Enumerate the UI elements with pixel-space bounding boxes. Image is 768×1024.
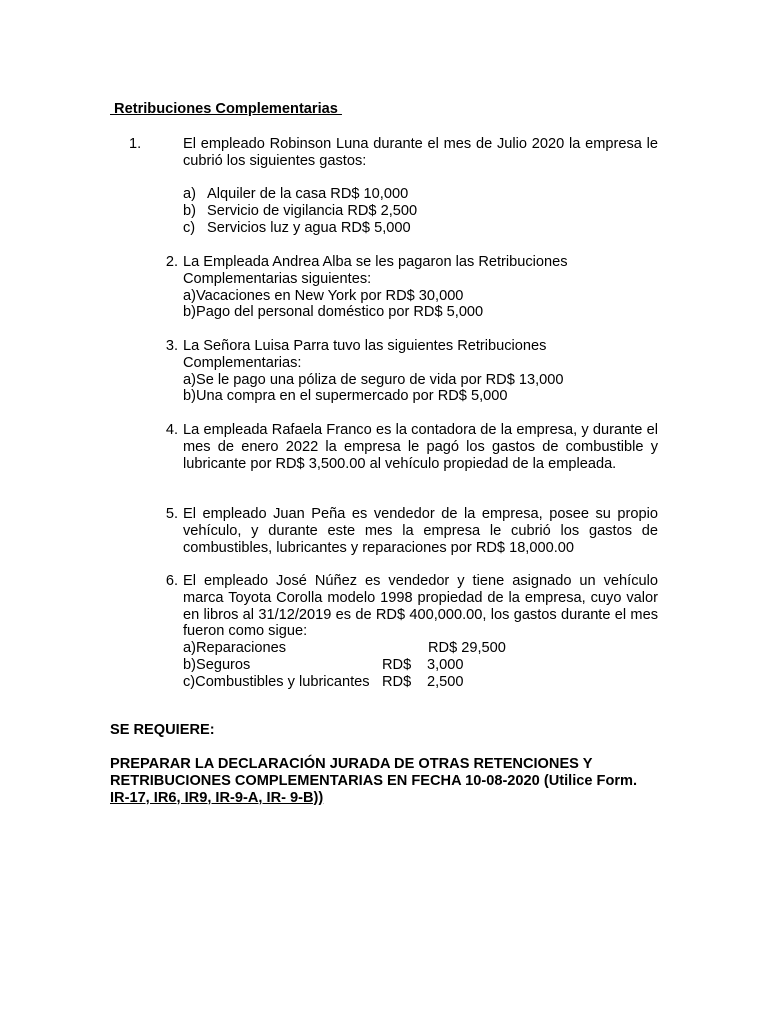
text-line: Complementarias: (183, 354, 302, 371)
expense-amount: 3,000 (427, 656, 464, 673)
item-2-number: 2. (165, 254, 178, 270)
item-3-text (183, 338, 658, 405)
sub-text: Servicio de vigilancia RD$ 2,500 (207, 203, 418, 219)
item-4-text: La empleada Rafaela Franco es la contadora de la empresa, y durante el mes de enero 2022 la empresa le pagó los gastos de combustible y lubricante por RD$ 3,500.00 al vehículo propiedad de la empleada. (183, 422, 658, 472)
text-line: a)Se le pago una póliza de seguro de vida por RD$ 13,000 (183, 371, 564, 388)
expense-row (183, 657, 658, 674)
expense-label: a)Reparaciones (183, 640, 287, 656)
expense-table (183, 640, 658, 690)
text-line: b)Una compra en el supermercado por RD$ 5,000 (183, 388, 508, 405)
expense-currency: RD$ (382, 673, 412, 690)
sub-text: Alquiler de la casa RD$ 10,000 (207, 186, 409, 202)
item-6-number: 6. (165, 573, 178, 589)
item-2-text (183, 254, 658, 321)
instruction-paragraph (110, 756, 650, 806)
instruction-text: PREPARAR LA DECLARACIÓN JURADA DE OTRAS RETENCIONES Y RETRIBUCIONES COMPLEMENTARIAS EN FECHA 10-08-2020 (Utilice Form. (110, 756, 638, 789)
text-line: La Empleada Andrea Alba se les pagaron las Retribuciones (183, 254, 568, 270)
item-5-number: 5. (165, 506, 178, 522)
expense-row (183, 640, 658, 657)
text-line: Complementarias siguientes: (183, 270, 372, 287)
sub-text: Servicios luz y agua RD$ 5,000 (207, 220, 411, 236)
item-3-number: 3. (165, 338, 178, 354)
sub-label: b) (183, 203, 196, 219)
item-1-sub-a (183, 186, 483, 203)
expense-row (183, 674, 658, 691)
sub-label: c) (183, 220, 196, 236)
expense-label: b)Seguros (183, 656, 251, 673)
item-5-text: El empleado Juan Peña es vendedor de la empresa, posee su propio vehículo, y durante este mes la empresa le cubrió los gastos de combustibles, lubricantes y reparaciones por RD$ 18,000.00 (183, 506, 658, 556)
document-title: Retribuciones Complementarias (110, 101, 342, 117)
form-codes: IR-17, IR6, IR9, IR-9-A, IR- 9-B)) (110, 789, 324, 806)
sub-label: a) (183, 186, 196, 202)
expense-currency: RD$ (382, 656, 412, 673)
item-1-sub-c (183, 220, 483, 237)
item-1-text: El empleado Robinson Luna durante el mes de Julio 2020 la empresa le cubrió los siguientes gastos: (183, 136, 658, 169)
text-line: La Señora Luisa Parra tuvo las siguientes Retribuciones (183, 338, 547, 354)
item-1-sub-b (183, 203, 483, 220)
text-line: a)Vacaciones en New York por RD$ 30,000 (183, 287, 464, 304)
expense-amount: RD$ 29,500 (428, 640, 506, 656)
requirement-heading: SE REQUIERE: (110, 722, 215, 738)
text-line: b)Pago del personal doméstico por RD$ 5,000 (183, 304, 484, 321)
item-1-number: 1. (129, 136, 142, 152)
item-4-number: 4. (165, 422, 178, 438)
item-6-text: El empleado José Núñez es vendedor y tiene asignado un vehículo marca Toyota Corolla modelo 1998 propiedad de la empresa, cuyo valor en libros al 31/12/2019 es de RD$ 400,000.00, los gastos durante el mes fueron como sigue: (183, 573, 658, 640)
expense-amount: 2,500 (427, 673, 464, 690)
expense-label: c)Combustibles y lubricantes (183, 673, 370, 690)
